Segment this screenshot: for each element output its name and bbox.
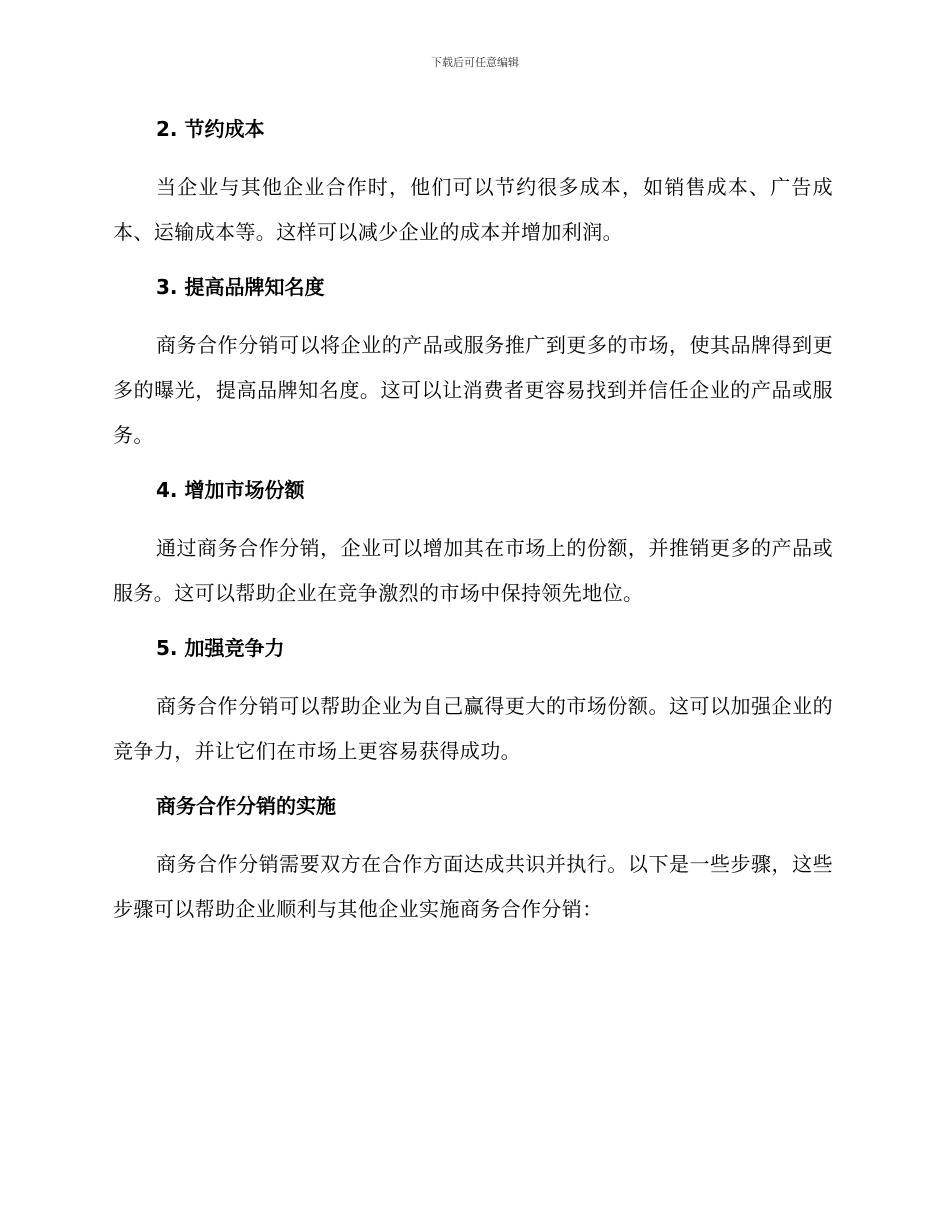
section-paragraph-competitiveness: 商务合作分销可以帮助企业为自己赢得更大的市场份额。这可以加强企业的竞争力，并让它们在市场上更容易获得成功。 [113, 694, 833, 763]
document-body [113, 112, 833, 932]
section-heading-market-share: 4. 增加市场份额 [156, 478, 305, 502]
section-heading-brand-awareness: 3. 提高品牌知名度 [156, 275, 325, 299]
section-paragraph-cost-saving: 当企业与其他企业合作时，他们可以节约很多成本，如销售成本、广告成本、运输成本等。这样可以减少企业的成本并增加利润。 [113, 175, 833, 244]
header-note: 下载后可任意编辑 [431, 56, 519, 69]
section-heading-implementation: 商务合作分销的实施 [156, 794, 336, 818]
section-paragraph-implementation: 商务合作分销需要双方在合作方面达成共识并执行。以下是一些步骤，这些步骤可以帮助企业顺利与其他企业实施商务合作分销： [113, 852, 833, 921]
section-heading-competitiveness: 5. 加强竞争力 [156, 636, 285, 660]
section-paragraph-market-share: 通过商务合作分销，企业可以增加其在市场上的份额，并推销更多的产品或服务。这可以帮助企业在竞争激烈的市场中保持领先地位。 [113, 536, 833, 605]
section-paragraph-brand-awareness: 商务合作分销可以将企业的产品或服务推广到更多的市场，使其品牌得到更多的曝光，提高品牌知名度。这可以让消费者更容易找到并信任企业的产品或服务。 [113, 333, 833, 447]
section-heading-cost-saving: 2. 节约成本 [156, 117, 265, 141]
